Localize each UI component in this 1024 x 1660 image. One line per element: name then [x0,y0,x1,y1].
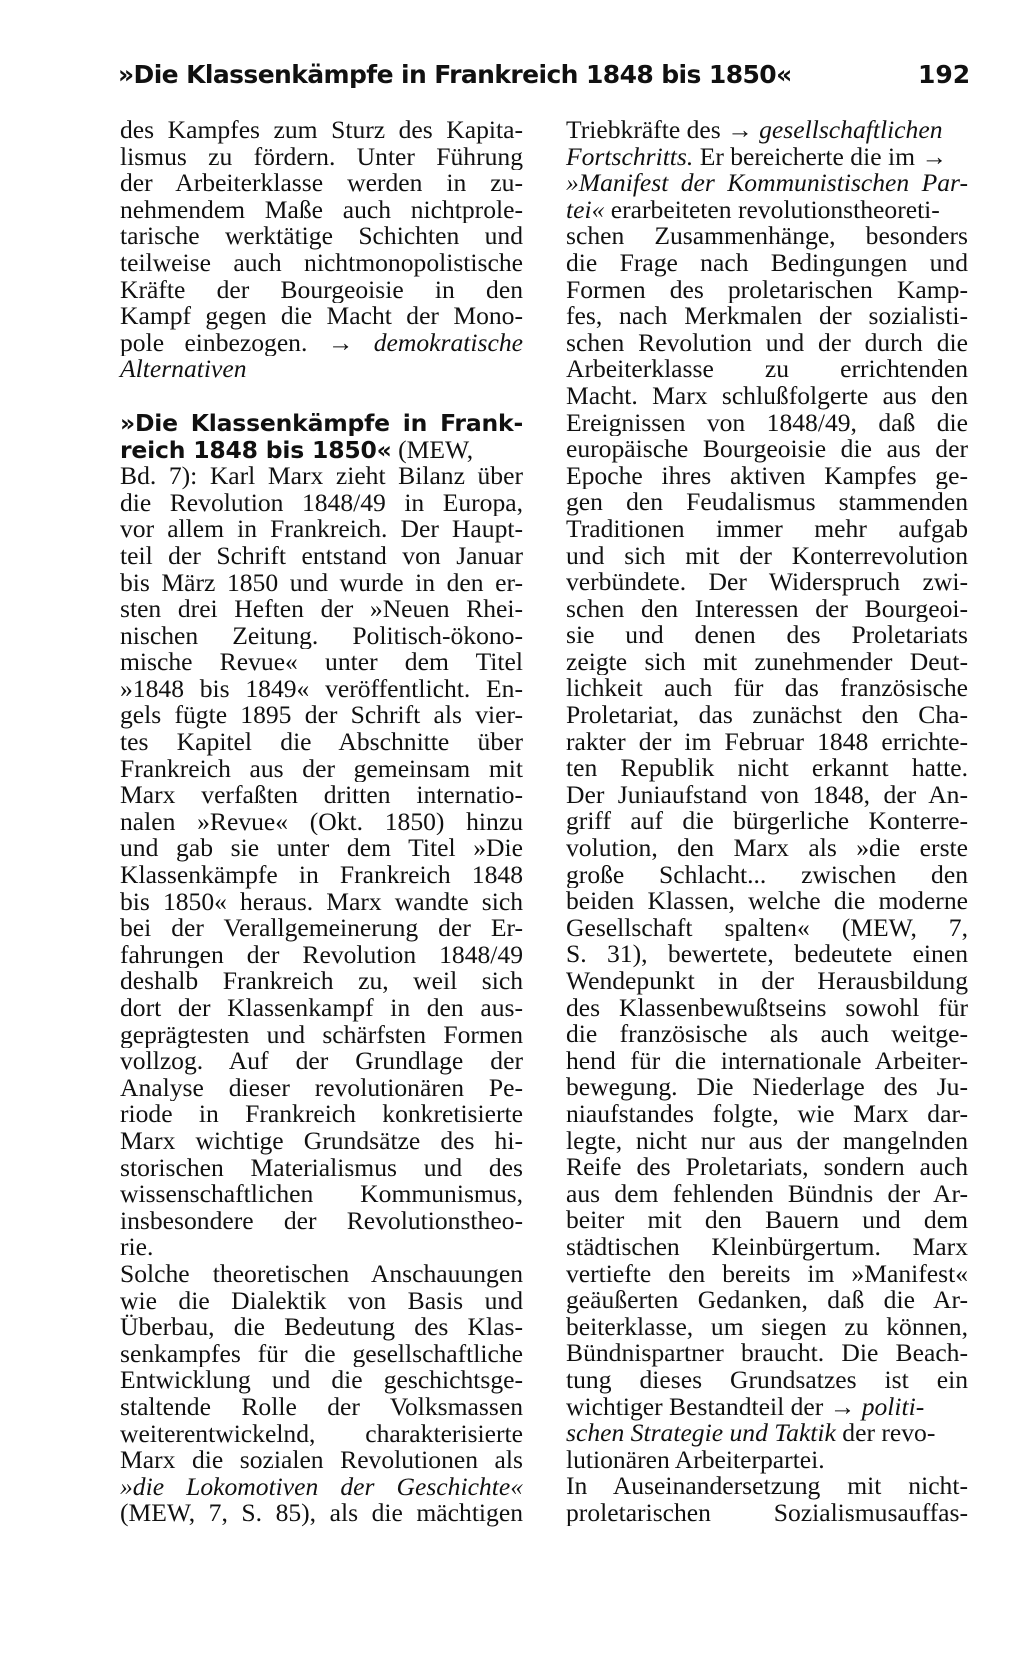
cross-reference-gesellschaftlichen-fortschritt[interactable]: gesellschaftlichen [759,115,943,144]
text-line: verbündete. Der Widerspruch zwi- [566,569,968,596]
text-line: sten drei Heften der »Neuen Rhei- [120,596,523,623]
text-line: Reife des Proletariats, sondern auch [566,1154,968,1181]
text-line: schen Strategie und Taktik der revo- [566,1418,936,1448]
text-line: rakter der im Februar 1848 errichte- [566,728,968,756]
right-column [566,117,968,1526]
text-line: vollzog. Auf der Grundlage der [120,1048,523,1075]
text-line: ten Republik nicht erkannt hatte. [566,755,968,782]
text-line: bei der Verallgemeinerung der Er- [120,915,523,942]
text-line: beiter mit den Bauern und dem [566,1207,968,1234]
text-line: Ereignissen von 1848/49, daß die [566,409,968,437]
text-line: schen Revolution und der durch die [566,329,968,357]
text-line: Bündnispartner braucht. Die Beach- [566,1340,968,1367]
text-line: Marx wichtige Grundsätze des hi- [120,1127,523,1155]
text-line: lismus zu fördern. Unter Führung [120,143,523,171]
text-line: volution, den Marx als »die erste [566,835,968,862]
text-line: Marx verfaßten dritten internatio- [120,782,523,809]
text-line: zeigte sich mit zunehmender Deut- [566,648,968,676]
text-line: die Frage nach Bedingungen und [566,249,968,277]
text-line: Entwicklung und die geschichtsge- [120,1367,523,1394]
text-line: nalen »Revue« (Okt. 1850) hinzu [120,808,523,836]
text-line: des Klassenbewußtseins sowohl für [566,994,968,1022]
text-line: der Arbeiterklasse werden in zu- [120,170,523,197]
text-line: Solche theoretischen Anschauungen [120,1260,523,1288]
text-line: storischen Materialismus und des [120,1154,523,1182]
text-line: tes Kapitel die Abschnitte über [120,729,523,756]
text-line: bis März 1850 und wurde in den er- [120,569,523,597]
text-line: geäußerten Gedanken, daß die Ar- [566,1287,968,1314]
text-line: nischen Zeitung. Politisch-ökono- [120,622,523,650]
text-line: tung dieses Grundsatzes ist ein [566,1366,968,1394]
text-line: mische Revue« unter dem Titel [120,649,523,676]
text-line: Analyse dieser revolutionären Pe- [120,1074,523,1102]
text-line: wie die Dialektik von Basis und [120,1287,523,1315]
text-line: Frankreich aus der gemeinsam mit [120,755,523,783]
cross-reference-manifest-cont[interactable]: tei« [566,194,605,224]
text-line: geprägtesten und schärfsten Formen [120,1021,523,1049]
text-line: Macht. Marx schlußfolgerte aus den [566,382,968,410]
text-line: Traditionen immer mehr aufgab [566,515,968,543]
text-line: Klassenkämpfe in Frankreich 1848 [120,862,523,889]
text-line: und sich mit der Konterrevolution [566,542,968,570]
text-line: des Kampfes zum Sturz des Kapita- [120,117,523,144]
text-line: niaufstandes folgte, wie Marx dar- [566,1100,968,1128]
text-line: und gab sie unter dem Titel »Die [120,835,523,863]
text-line: »1848 bis 1849« veröffentlicht. En- [120,675,523,703]
text-line: rie. [120,1232,154,1262]
text-line: wissenschaftlichen Kommunismus, [120,1181,523,1208]
text-line: pole einbezogen. → demokratische [120,329,523,357]
text-line: senkampfes für die gesellschaftliche [120,1340,523,1368]
text-line: tarische werktätige Schichten und [120,223,523,250]
text-line: Wendepunkt in der Herausbildung [566,968,968,995]
text-line: Proletariat, das zunächst den Cha- [566,702,968,729]
text-line: beiden Klassen, welche die moderne [566,888,968,915]
text-line: bis 1850« heraus. Marx wandte sich [120,888,523,916]
text-line: schen Zusammenhänge, besonders [566,223,968,250]
text-line: bewegung. Die Niederlage des Ju- [566,1074,968,1101]
text-line: gen den Feudalismus stammenden [566,489,968,516]
text-line: vor allem in Frankreich. Der Haupt- [120,516,523,543]
text-line: S. 31), bewertete, bedeutete einen [566,941,968,968]
text-line: nehmendem Maße auch nichtprole- [120,196,523,224]
text-line: sie und denen des Proletariats [566,622,968,649]
text-line: schen den Interessen der Bourgeoi- [566,595,968,623]
text-line: Triebkräfte des → gesellschaftlichen [566,115,943,144]
cross-reference-manifest[interactable]: »Manifest der Kommunistischen Par- [566,170,968,197]
cross-reference-alternativen[interactable]: Alternativen [120,354,247,384]
text-line: Marx die sozialen Revolutionen als [120,1447,523,1474]
text-line: proletarischen Sozialismusauffas- [566,1499,968,1527]
text-line: Der Juniaufstand von 1848, der An- [566,781,968,809]
cross-reference-politischen[interactable]: politi- [861,1391,925,1421]
text-line: beiterklasse, um siegen zu können, [566,1313,968,1341]
text-line: die Revolution 1848/49 in Europa, [120,489,523,517]
entry-headword-cont: reich 1848 bis 1850« [120,435,392,464]
text-line: aus dem fehlenden Bündnis der Ar- [566,1180,968,1208]
text-line: vertiefte den bereits im »Manifest« [566,1260,968,1288]
text-line: große Schlacht... zwischen den [566,861,968,889]
text-line: die französische als auch weitge- [566,1021,968,1048]
text-line: (MEW, 7, S. 85), als die mächtigen [120,1500,523,1527]
text-line: Kampf gegen die Macht der Mono- [120,303,523,330]
quote-lokomotiven: »die Lokomotiven der Geschichte« [120,1473,523,1501]
text-line: dort der Klassenkampf in den aus- [120,995,523,1022]
text-line: Kräfte der Bourgeoisie in den [120,276,523,304]
text-line: fes, nach Merkmalen der sozialisti- [566,303,968,330]
text-line: teilweise auch nichtmonopolistische [120,249,523,277]
text-line: fahrungen der Revolution 1848/49 [120,941,523,969]
cross-reference-demokratische-alternativen[interactable]: demokratische [373,329,523,357]
text-line: In Auseinandersetzung mit nicht- [566,1473,968,1500]
text-line: griff auf die bürgerliche Konterre- [566,808,968,836]
text-line: weiterentwickelnd, charakterisierte [120,1420,523,1448]
cross-reference-strategie-taktik[interactable]: schen Strategie und Taktik [566,1418,836,1448]
entry-headword: »Die Klassenkämpfe in Frank- [120,409,523,437]
text-line: lichkeit auch für das französische [566,675,968,703]
text-line: Epoche ihres aktiven Kampfes ge- [566,462,968,490]
text-line: gels fügte 1895 der Schrift als vier- [120,702,523,730]
text-line: teil der Schrift entstand von Januar [120,542,523,570]
text-line: deshalb Frankreich zu, weil sich [120,968,523,995]
text-line: Formen des proletarischen Kamp- [566,276,968,304]
text-line: hend für die internationale Arbeiter- [566,1047,968,1075]
running-title: »Die Klassenkämpfe in Frankreich 1848 bis 1850« [118,60,792,89]
text-line: legte, nicht nur aus der mangelnden [566,1127,968,1155]
text-line: Bd. 7): Karl Marx zieht Bilanz über [120,463,523,490]
text-line: riode in Frankreich konkretisierte [120,1101,523,1128]
text-line: Fortschritts. Er bereicherte die im → [566,141,947,171]
text-line: tei« erarbeiteten revolutionstheoreti- [566,194,940,224]
text-line: insbesondere der Revolutionstheo- [120,1207,523,1235]
cross-reference-fortschritts[interactable]: Fortschritts. [566,141,694,171]
text-line: Überbau, die Bedeutung des Klas- [120,1314,523,1341]
text-line: staltende Rolle der Volksmassen [120,1393,523,1421]
text-line: wichtiger Bestandteil der → politi- [566,1391,925,1421]
page-number: 192 [918,60,971,89]
text-line: europäische Bourgeoisie die aus der [566,436,968,463]
left-column [120,117,523,1527]
text-line: städtischen Kleinbürgertum. Marx [566,1233,968,1261]
text-line: Gesellschaft spalten« (MEW, 7, [566,914,968,942]
text-line: reich 1848 bis 1850« (MEW, [120,434,474,464]
text-line: lutionären Arbeiterpartei. [566,1444,825,1474]
text-line: Arbeiterklasse zu errichtenden [566,356,968,383]
